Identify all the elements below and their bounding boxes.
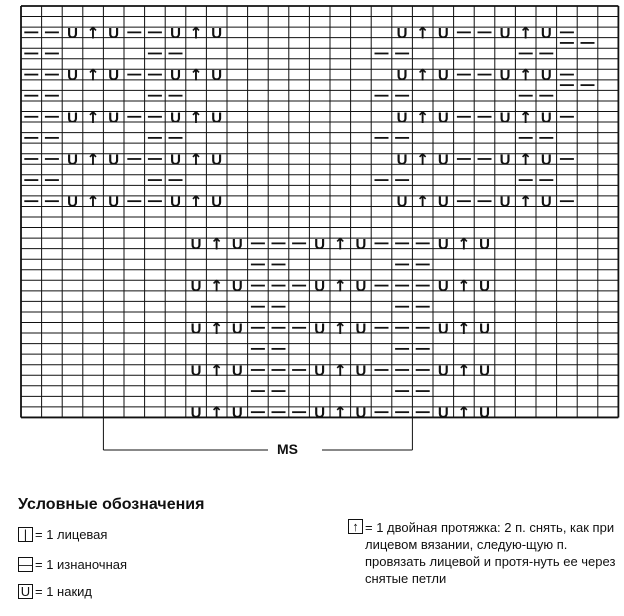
double-decrease-stitch: ↑: [457, 276, 471, 296]
double-decrease-stitch: ↑: [189, 65, 203, 85]
yarn-over-stitch: U: [396, 151, 408, 169]
double-decrease-stitch: ↑: [189, 23, 203, 43]
yarn-over-stitch: U: [67, 151, 78, 169]
double-decrease-stitch: ↑: [189, 107, 203, 127]
yarn-over-stitch: U: [437, 109, 449, 127]
double-decrease-stitch: ↑: [209, 234, 224, 254]
double-decrease-stitch: ↑: [189, 192, 203, 212]
yarn-over-stitch: U: [396, 67, 408, 85]
yarn-over-stitch: U: [170, 151, 181, 169]
double-decrease-stitch: ↑: [86, 192, 100, 212]
yarn-over-stitch: U: [314, 278, 326, 296]
yarn-over-symbol-icon: U: [18, 584, 33, 599]
yarn-over-stitch: U: [211, 109, 223, 127]
yarn-over-stitch: U: [314, 362, 326, 380]
double-decrease-stitch: ↑: [86, 65, 100, 85]
yarn-over-stitch: U: [314, 235, 326, 253]
yarn-over-stitch: U: [499, 67, 511, 85]
yarn-over-stitch: U: [437, 24, 449, 42]
yarn-over-stitch: U: [67, 24, 78, 42]
double-decrease-stitch: ↑: [415, 107, 430, 127]
yarn-over-stitch: U: [437, 404, 449, 422]
double-decrease-stitch: ↑: [518, 23, 533, 43]
legend-purl-text: = 1 изнаночная: [35, 557, 128, 572]
yarn-over-stitch: U: [190, 362, 202, 380]
double-decrease-stitch: ↑: [209, 360, 224, 380]
yarn-over-stitch: U: [108, 109, 120, 127]
yarn-over-stitch: U: [540, 67, 552, 85]
yarn-over-stitch: U: [437, 235, 449, 253]
double-decrease-stitch: ↑: [415, 149, 430, 169]
yarn-over-stitch: U: [231, 404, 243, 422]
double-decrease-stitch: ↑: [333, 403, 348, 423]
double-decrease-stitch: ↑: [333, 234, 348, 254]
knit-symbol-icon: |: [18, 527, 33, 542]
yarn-over-stitch: U: [231, 278, 243, 296]
double-decrease-stitch: ↑: [209, 403, 224, 423]
ms-label: MS: [277, 441, 298, 457]
legend-yarn-over: [18, 584, 92, 599]
yarn-over-stitch: U: [355, 278, 367, 296]
yarn-over-stitch: U: [170, 193, 181, 211]
yarn-over-stitch: U: [437, 193, 449, 211]
yarn-over-stitch: U: [108, 151, 120, 169]
double-decrease-stitch: ↑: [86, 149, 100, 169]
yarn-over-stitch: U: [355, 362, 367, 380]
double-decrease-stitch: ↑: [518, 149, 533, 169]
yarn-over-stitch: U: [479, 404, 490, 422]
yarn-over-stitch: U: [540, 193, 552, 211]
double-decrease-stitch: ↑: [518, 65, 533, 85]
double-decrease-stitch: ↑: [518, 192, 533, 212]
yarn-over-stitch: U: [437, 320, 449, 338]
yarn-over-stitch: U: [231, 320, 243, 338]
legend-title: Условные обозначения: [18, 496, 205, 513]
double-decrease-stitch: ↑: [415, 192, 430, 212]
legend-knit-text: = 1 лицевая: [35, 527, 108, 542]
yarn-over-stitch: U: [314, 320, 326, 338]
double-decrease-stitch: ↑: [86, 23, 100, 43]
yarn-over-stitch: U: [499, 24, 511, 42]
yarn-over-stitch: U: [499, 109, 511, 127]
double-decrease-stitch: ↑: [518, 107, 533, 127]
yarn-over-stitch: U: [437, 67, 449, 85]
legend-purl: [18, 557, 127, 572]
yarn-over-stitch: U: [437, 362, 449, 380]
double-decrease-stitch: ↑: [457, 360, 471, 380]
yarn-over-stitch: U: [355, 404, 367, 422]
yarn-over-stitch: U: [479, 320, 490, 338]
yarn-over-stitch: U: [190, 278, 202, 296]
yarn-over-stitch: U: [108, 24, 120, 42]
yarn-over-stitch: U: [479, 278, 490, 296]
double-decrease-stitch: ↑: [415, 23, 430, 43]
yarn-over-stitch: U: [355, 235, 367, 253]
double-decrease-stitch: ↑: [415, 65, 430, 85]
legend-yarn-over-text: = 1 накид: [35, 584, 92, 599]
yarn-over-stitch: U: [437, 151, 449, 169]
yarn-over-stitch: U: [67, 67, 78, 85]
yarn-over-stitch: U: [540, 151, 552, 169]
yarn-over-stitch: U: [314, 404, 326, 422]
yarn-over-stitch: U: [231, 235, 243, 253]
yarn-over-stitch: U: [190, 235, 202, 253]
yarn-over-stitch: U: [190, 320, 202, 338]
yarn-over-stitch: U: [231, 362, 243, 380]
legend-double-decrease-text: = 1 двойная протяжка: 2 п. снять, как при лицевом вязании, следую-щую п. провязать лицевой и протя-нуть ее через снятые петли: [365, 520, 616, 586]
double-decrease-stitch: ↑: [86, 107, 100, 127]
yarn-over-stitch: U: [67, 109, 78, 127]
yarn-over-stitch: U: [437, 278, 449, 296]
legend-double-decrease: [348, 519, 624, 587]
double-decrease-stitch: ↑: [333, 318, 348, 338]
yarn-over-stitch: U: [170, 109, 181, 127]
double-decrease-symbol-icon: ↑: [348, 519, 363, 534]
purl-symbol-icon: —: [19, 557, 32, 572]
double-decrease-stitch: ↑: [333, 360, 348, 380]
legend-knit: [18, 527, 107, 542]
yarn-over-stitch: U: [67, 193, 78, 211]
double-decrease-stitch: ↑: [209, 318, 224, 338]
yarn-over-stitch: U: [396, 109, 408, 127]
double-decrease-stitch: ↑: [333, 276, 348, 296]
yarn-over-stitch: U: [499, 151, 511, 169]
yarn-over-stitch: U: [211, 193, 223, 211]
yarn-over-stitch: U: [540, 24, 552, 42]
yarn-over-stitch: U: [108, 193, 120, 211]
double-decrease-stitch: ↑: [209, 276, 224, 296]
double-decrease-stitch: ↑: [457, 318, 471, 338]
double-decrease-stitch: ↑: [457, 234, 471, 254]
yarn-over-stitch: U: [396, 193, 408, 211]
double-decrease-stitch: ↑: [457, 403, 471, 423]
yarn-over-stitch: U: [108, 67, 120, 85]
yarn-over-stitch: U: [170, 24, 181, 42]
yarn-over-stitch: U: [211, 67, 223, 85]
yarn-over-stitch: U: [499, 193, 511, 211]
yarn-over-stitch: U: [479, 362, 490, 380]
yarn-over-stitch: U: [190, 404, 202, 422]
yarn-over-stitch: U: [211, 24, 223, 42]
yarn-over-stitch: U: [355, 320, 367, 338]
yarn-over-stitch: U: [211, 151, 223, 169]
double-decrease-stitch: ↑: [189, 149, 203, 169]
yarn-over-stitch: U: [396, 24, 408, 42]
yarn-over-stitch: U: [479, 235, 490, 253]
yarn-over-stitch: U: [170, 67, 181, 85]
yarn-over-stitch: U: [540, 109, 552, 127]
